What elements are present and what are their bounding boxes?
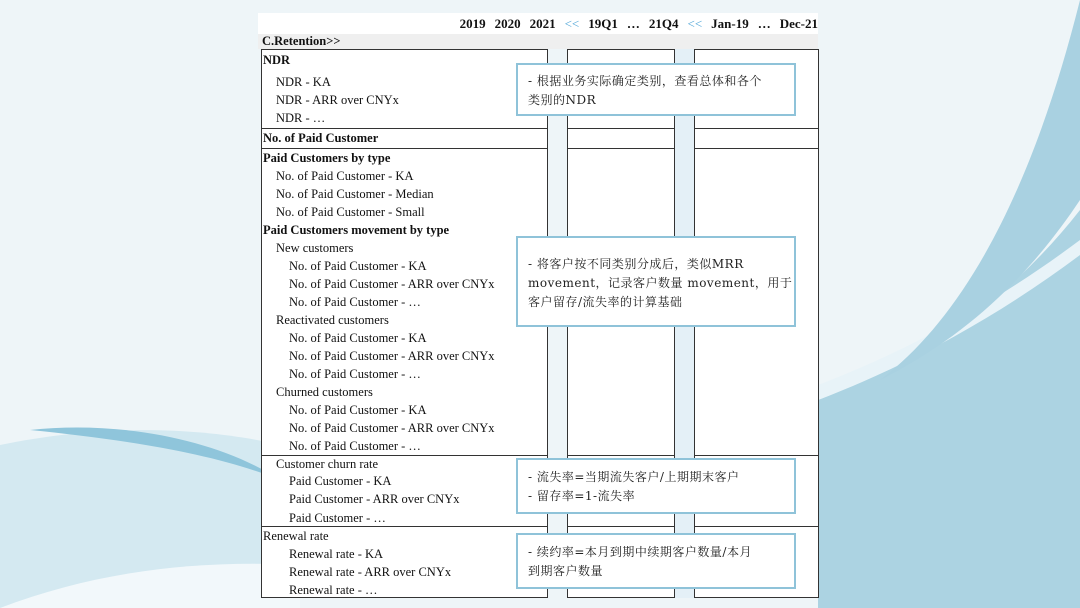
row-rn-ka: Renewal rate - KA: [289, 547, 384, 561]
paid-block-quarter: [567, 128, 675, 149]
note-renewal-line-1: - 续约率=本月到期中续期客户数量/本月: [528, 545, 752, 559]
row-churned: Churned customers: [276, 385, 373, 399]
row-by-type-small: No. of Paid Customer - Small: [276, 205, 425, 219]
note-ndr-line-2: 类别的NDR: [528, 93, 597, 107]
row-by-type: Paid Customers by type: [263, 151, 391, 165]
row-cr-arr: Paid Customer - ARR over CNYx: [289, 492, 460, 506]
row-new: New customers: [276, 241, 354, 255]
period-ellipsis-q: …: [626, 16, 640, 31]
row-ch-arr: No. of Paid Customer - ARR over CNYx: [289, 421, 495, 435]
note-ndr: [516, 63, 796, 116]
row-rn-arr: Renewal rate - ARR over CNYx: [289, 565, 452, 579]
row-re-more: No. of Paid Customer - …: [289, 367, 421, 381]
period-dec21: Dec-21: [779, 16, 818, 31]
period-2021: 2021: [529, 16, 556, 31]
note-renewal: [516, 533, 796, 589]
period-19q1: 19Q1: [588, 16, 618, 31]
row-ch-ka: No. of Paid Customer - KA: [289, 403, 427, 417]
note-churn: [516, 458, 796, 514]
paid-block-month: [694, 128, 819, 149]
row-ndr-more: NDR - …: [276, 111, 326, 125]
period-2019: 2019: [459, 16, 486, 31]
row-paid-customer: No. of Paid Customer: [263, 131, 379, 145]
period-header: [460, 14, 818, 33]
row-by-type-ka: No. of Paid Customer - KA: [276, 169, 414, 183]
row-cr-ka: Paid Customer - KA: [289, 474, 392, 488]
row-re-arr: No. of Paid Customer - ARR over CNYx: [289, 349, 495, 363]
period-jan19: Jan-19: [711, 16, 749, 31]
collapse-arrow-icon[interactable]: <<: [687, 16, 703, 31]
row-re-ka: No. of Paid Customer - KA: [289, 331, 427, 345]
row-renewal: Renewal rate: [263, 529, 329, 543]
row-ndr-ka: NDR - KA: [276, 75, 331, 89]
period-ellipsis-m: …: [757, 16, 771, 31]
row-new-arr: No. of Paid Customer - ARR over CNYx: [289, 277, 495, 291]
note-movement-line-3: 客户留存/流失率的计算基础: [528, 295, 683, 309]
note-movement-line-1: - 将客户按不同类别分成后，类似MRR: [528, 257, 744, 271]
note-churn-line-2: - 留存率=1-流失率: [528, 489, 636, 503]
collapse-arrow-icon[interactable]: <<: [564, 16, 580, 31]
row-by-type-median: No. of Paid Customer - Median: [276, 187, 434, 201]
row-ch-more: No. of Paid Customer - …: [289, 439, 421, 453]
section-title: C.Retention>>: [262, 34, 341, 48]
row-cr-more: Paid Customer - …: [289, 511, 386, 525]
note-renewal-line-2: 到期客户数量: [528, 564, 604, 578]
period-2020: 2020: [494, 16, 521, 31]
row-movement: Paid Customers movement by type: [263, 223, 450, 237]
row-ndr-arr: NDR - ARR over CNYx: [276, 93, 399, 107]
row-churn-rate: Customer churn rate: [276, 457, 379, 471]
period-21q4: 21Q4: [648, 16, 679, 31]
note-ndr-line-1: - 根据业务实际确定类别，查看总体和各个: [528, 74, 762, 88]
row-rn-more: Renewal rate - …: [289, 583, 378, 597]
note-movement-line-2: movement，记录客户数量 movement，用于: [528, 276, 793, 290]
note-movement: [516, 236, 796, 327]
row-new-more: No. of Paid Customer - …: [289, 295, 421, 309]
row-reactivated: Reactivated customers: [276, 313, 389, 327]
section-header: [258, 34, 818, 49]
row-new-ka: No. of Paid Customer - KA: [289, 259, 427, 273]
row-ndr: NDR: [263, 53, 291, 67]
note-churn-line-1: - 流失率=当期流失客户/上期期末客户: [528, 470, 740, 484]
